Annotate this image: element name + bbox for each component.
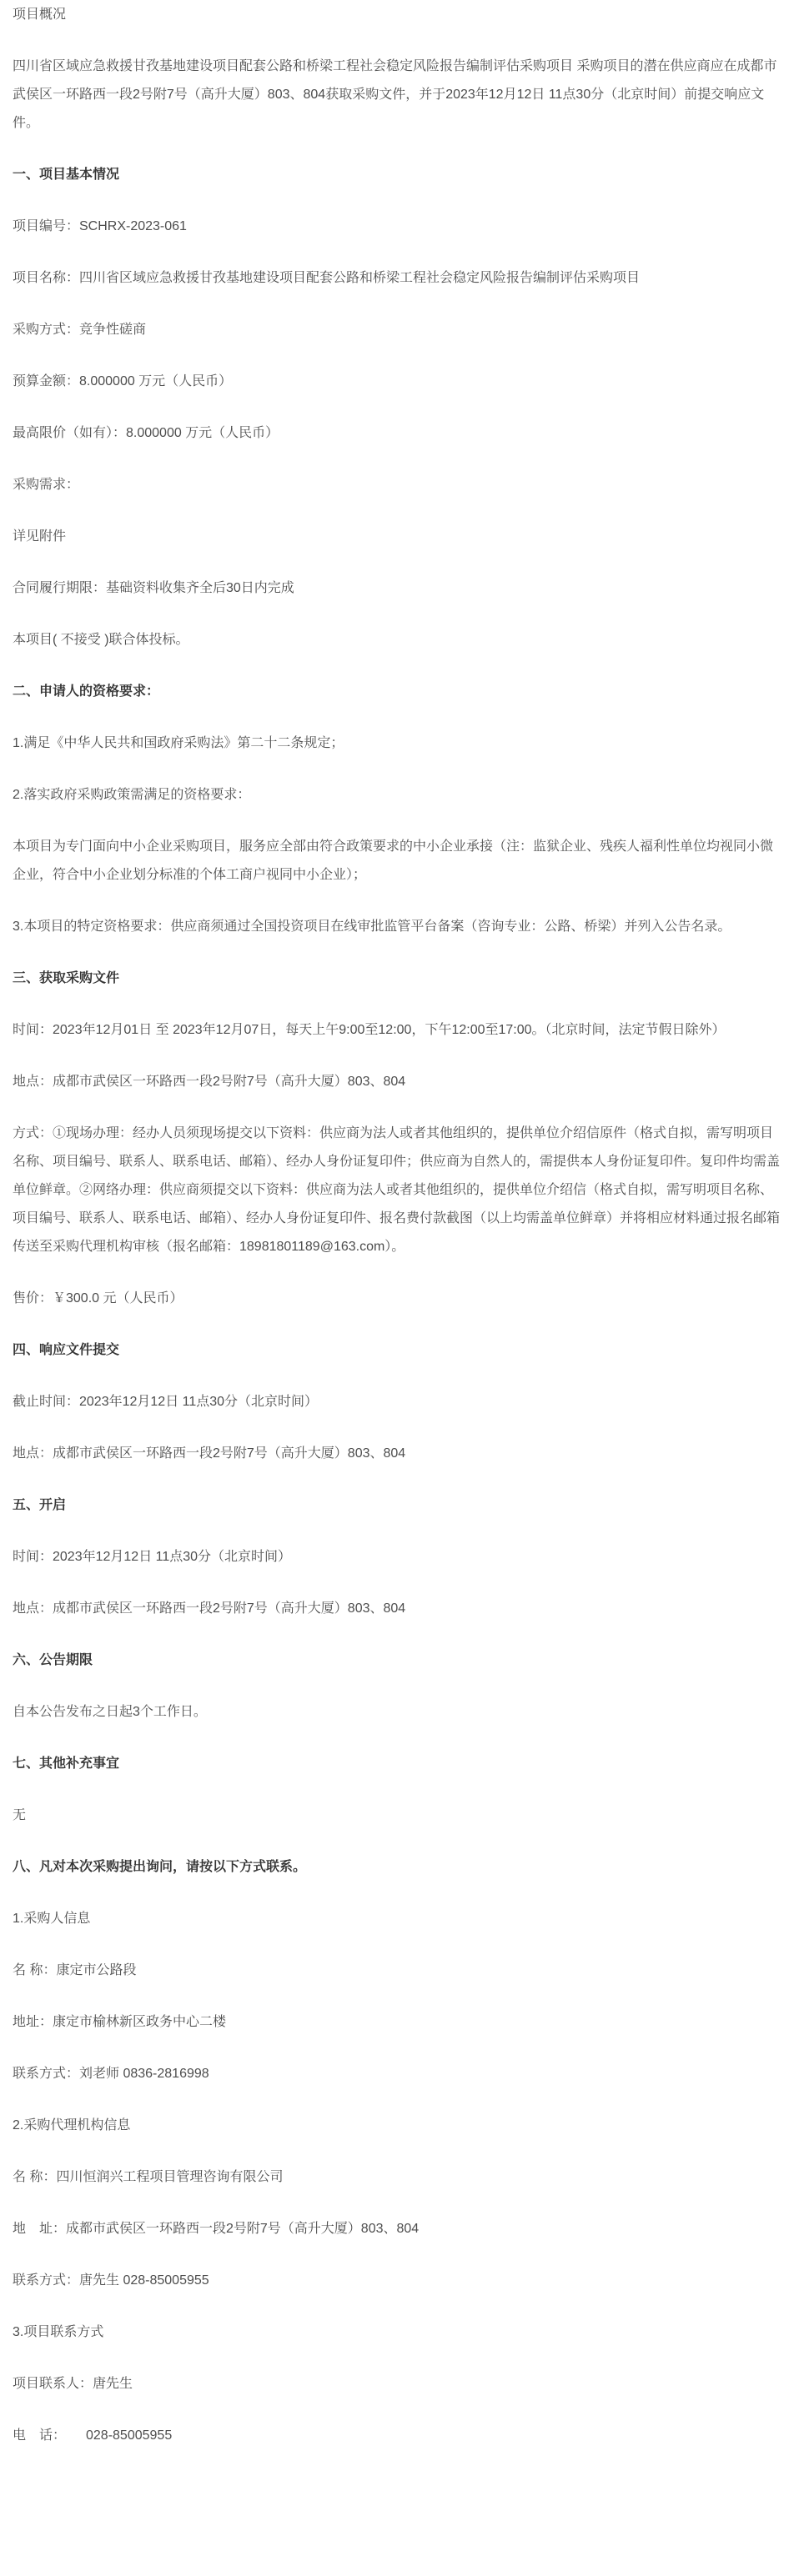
section-4-heading: 四、响应文件提交 <box>13 1343 120 1357</box>
see-attachment-note: 详见附件 <box>13 529 67 544</box>
max-price-limit: 最高限价（如有）：8.000000 万元（人民币） <box>13 426 279 440</box>
purchaser-name: 名 称：康定市公路段 <box>13 1963 137 1977</box>
section-2-heading: 二、申请人的资格要求： <box>13 684 160 699</box>
submission-deadline: 截止时间：2023年12月12日 11点30分（北京时间） <box>13 1395 319 1409</box>
announcement-period: 自本公告发布之日起3个工作日。 <box>13 1705 207 1719</box>
document-price: 售价：￥300.0 元（人民币） <box>13 1291 183 1306</box>
section-3-heading: 三、获取采购文件 <box>13 971 120 985</box>
section-8-heading: 八、凡对本次采购提出询问，请按以下方式联系。 <box>13 1860 307 1874</box>
consortium-bidding-note: 本项目( 不接受 )联合体投标。 <box>13 633 189 647</box>
project-name: 项目名称：四川省区域应急救援甘孜基地建设项目配套公路和桥梁工程社会稳定风险报告编制评估采购项目 <box>13 271 641 285</box>
opening-location: 地点：成都市武侯区一环路西一段2号附7号（高升大厦）803、804 <box>13 1601 406 1616</box>
document-obtain-time: 时间：2023年12月01日 至 2023年12月07日，每天上午9:00至12:00，下午12:00至17:00。（北京时间，法定节假日除外） <box>13 1023 726 1037</box>
submission-location: 地点：成都市武侯区一环路西一段2号附7号（高升大厦）803、804 <box>13 1446 406 1461</box>
section-1-heading: 一、项目基本情况 <box>13 168 120 182</box>
agency-info-label: 2.采购代理机构信息 <box>13 2118 131 2132</box>
project-contact-phone: 电 话： 028-85005955 <box>13 2428 173 2443</box>
section-5-heading: 五、开启 <box>13 1498 67 1512</box>
agency-name: 名 称：四川恒润兴工程项目管理咨询有限公司 <box>13 2170 284 2184</box>
project-number: 项目编号：SCHRX-2023-061 <box>13 219 187 233</box>
purchaser-address: 地址：康定市榆林新区政务中心二楼 <box>13 2015 227 2029</box>
agency-contact: 联系方式：唐先生 028-85005955 <box>13 2273 209 2288</box>
sme-policy-note: 本项目为专门面向中小企业采购项目，服务应全部由符合政策要求的中小企业承接（注：监狱企业、残疾人福利性单位均视同小微企业，符合中小企业划分标准的个体工商户视同中小企业）； <box>13 839 774 882</box>
section-7-heading: 七、其他补充事宜 <box>13 1757 120 1771</box>
overview-paragraph: 四川省区域应急救援甘孜基地建设项目配套公路和桥梁工程社会稳定风险报告编制评估采购项目 采购项目的潜在供应商应在成都市武侯区一环路西一段2号附7号（高升大厦）803、804获取采购文件，并于2023年12月12日 11点30分（北京时间）前提交响应文件。 <box>13 59 777 130</box>
other-matters-none: 无 <box>13 1808 27 1822</box>
opening-time: 时间：2023年12月12日 11点30分（北京时间） <box>13 1550 292 1564</box>
qualification-requirement-2: 2.落实政府采购政策需满足的资格要求： <box>13 788 251 802</box>
qualification-requirement-1: 1.满足《中华人民共和国政府采购法》第二十二条规定； <box>13 736 344 750</box>
procurement-method: 采购方式：竞争性磋商 <box>13 323 147 337</box>
procurement-requirements-label: 采购需求： <box>13 478 80 492</box>
contract-performance-period: 合同履行期限：基础资料收集齐全后30日内完成 <box>13 581 294 595</box>
document-obtain-method: 方式：①现场办理：经办人员须现场提交以下资料：供应商为法人或者其他组织的，提供单位介绍信原件（格式自拟，需写明项目名称、项目编号、联系人、联系电话、邮箱）、经办人身份证复印件；供应商为自然人的，需提供本人身份证复印件。复印件均需盖单位鲜章。②网络办理：供应商须提交以下资料：供应商为法人或者其他组织的，提供单位介绍信（格式自拟，需写明项目名称、项目编号、联系人、联系电话、邮箱）、经办人身份证复印件、报名费付款截图（以上均需盖单位鲜章）并将相应材料通过报名邮箱传送至采购代理机构审核（报名邮箱：18981801189@163.com）。 <box>13 1126 781 1254</box>
purchaser-contact: 联系方式：刘老师 0836-2816998 <box>13 2067 209 2081</box>
section-6-heading: 六、公告期限 <box>13 1653 93 1667</box>
qualification-requirement-3: 3.本项目的特定资格要求：供应商须通过全国投资项目在线审批监管平台备案（咨询专业：公路、桥梁）并列入公告名录。 <box>13 920 731 934</box>
budget-amount: 预算金额：8.000000 万元（人民币） <box>13 374 233 388</box>
project-contact-person: 项目联系人：唐先生 <box>13 2377 133 2391</box>
project-contact-label: 3.项目联系方式 <box>13 2325 104 2339</box>
agency-address: 地 址：成都市武侯区一环路西一段2号附7号（高升大厦）803、804 <box>13 2222 420 2236</box>
project-overview-title: 项目概况 <box>13 8 67 22</box>
purchaser-info-label: 1.采购人信息 <box>13 1912 91 1926</box>
document-obtain-location: 地点：成都市武侯区一环路西一段2号附7号（高升大厦）803、804 <box>13 1075 406 1089</box>
